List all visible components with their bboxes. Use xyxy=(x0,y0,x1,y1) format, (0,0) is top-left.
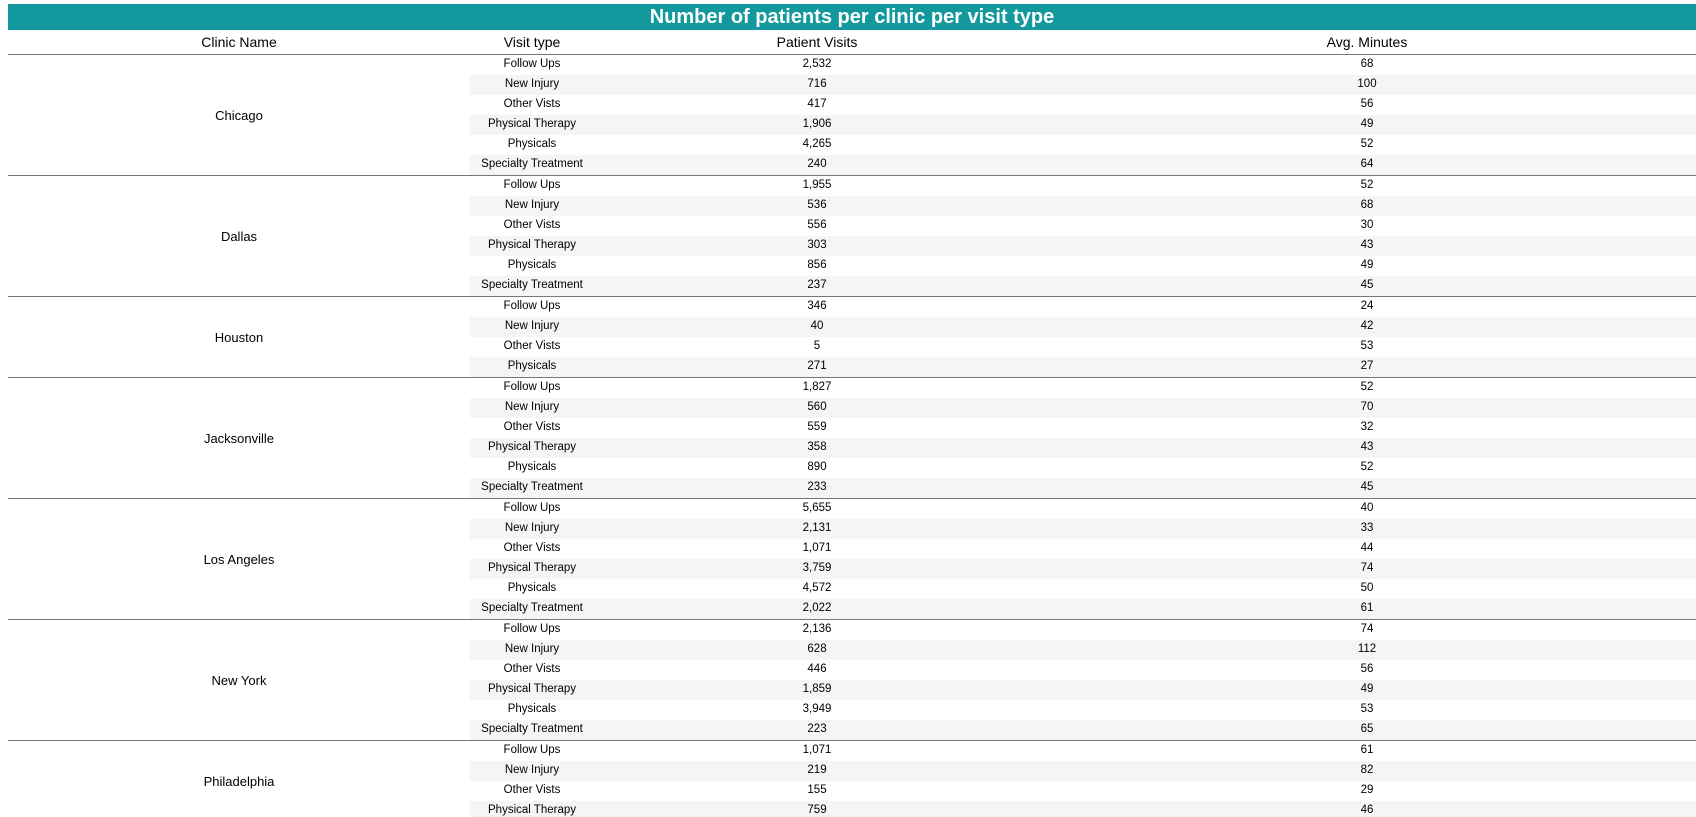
clinic-name-cell xyxy=(8,176,470,296)
visit-type-cell: Physical Therapy xyxy=(488,239,576,251)
avg-minutes-cell: 68 xyxy=(1360,58,1374,70)
clinic-name: Philadelphia xyxy=(203,773,275,789)
avg-minutes-cell: 82 xyxy=(1360,764,1374,776)
table-row[interactable] xyxy=(470,579,1696,599)
clinic-group xyxy=(8,55,1696,176)
visit-type-cell: Follow Ups xyxy=(503,300,561,312)
visit-type-cell: Follow Ups xyxy=(503,623,561,635)
avg-minutes-cell: 44 xyxy=(1360,542,1374,554)
table-row[interactable] xyxy=(470,680,1696,700)
avg-minutes-cell: 52 xyxy=(1360,179,1374,191)
patient-visits-cell: 233 xyxy=(807,481,827,493)
patient-visits-cell: 5 xyxy=(813,340,821,352)
patient-visits-cell: 1,859 xyxy=(802,683,832,695)
patient-visits-cell: 890 xyxy=(807,461,827,473)
table-row[interactable] xyxy=(470,559,1696,579)
visit-type-cell: Follow Ups xyxy=(503,502,561,514)
patient-visits-cell: 2,022 xyxy=(802,602,832,614)
visit-type-cell: Other Vists xyxy=(503,542,561,554)
clinic-group xyxy=(8,176,1696,297)
avg-minutes-cell: 52 xyxy=(1360,381,1374,393)
column-header-row xyxy=(8,30,1696,55)
column-header-clinic[interactable]: Clinic Name xyxy=(201,34,277,50)
table-row[interactable] xyxy=(470,801,1696,817)
avg-minutes-cell: 64 xyxy=(1360,158,1374,170)
avg-minutes-cell: 56 xyxy=(1360,98,1374,110)
avg-minutes-cell: 68 xyxy=(1360,199,1374,211)
avg-minutes-cell: 43 xyxy=(1360,239,1374,251)
visit-type-cell: Other Vists xyxy=(503,663,561,675)
avg-minutes-cell: 27 xyxy=(1360,360,1374,372)
visit-type-cell: Specialty Treatment xyxy=(481,602,583,614)
patient-visits-cell: 3,949 xyxy=(802,703,832,715)
clinic-name: Houston xyxy=(214,329,264,345)
table-body xyxy=(8,55,1696,817)
clinic-name-cell xyxy=(8,55,470,175)
patient-visits-cell: 358 xyxy=(807,441,827,453)
avg-minutes-cell: 70 xyxy=(1360,401,1374,413)
visit-type-cell: Specialty Treatment xyxy=(481,279,583,291)
clinic-name-cell xyxy=(8,499,470,619)
table-row[interactable] xyxy=(470,337,1696,357)
clinic-name: Jacksonville xyxy=(203,430,275,446)
avg-minutes-cell: 32 xyxy=(1360,421,1374,433)
avg-minutes-cell: 49 xyxy=(1360,118,1374,130)
visit-type-cell: New Injury xyxy=(504,78,560,90)
table-row[interactable] xyxy=(470,135,1696,155)
title-bar xyxy=(8,4,1696,30)
patient-visits-cell: 223 xyxy=(807,723,827,735)
table-row[interactable] xyxy=(470,458,1696,478)
avg-minutes-cell: 53 xyxy=(1360,703,1374,715)
table-row[interactable] xyxy=(470,378,1696,398)
report-table xyxy=(8,4,1696,817)
visit-type-cell: Physicals xyxy=(507,138,557,150)
patient-visits-cell: 4,572 xyxy=(802,582,832,594)
patient-visits-cell: 155 xyxy=(807,784,827,796)
visit-type-cell: Other Vists xyxy=(503,98,561,110)
patient-visits-cell: 219 xyxy=(807,764,827,776)
avg-minutes-cell: 30 xyxy=(1360,219,1374,231)
table-row[interactable] xyxy=(470,761,1696,781)
patient-visits-cell: 417 xyxy=(807,98,827,110)
table-row[interactable] xyxy=(470,519,1696,539)
visit-type-cell: Follow Ups xyxy=(503,381,561,393)
avg-minutes-cell: 40 xyxy=(1360,502,1374,514)
table-row[interactable] xyxy=(470,478,1696,498)
patient-visits-cell: 1,955 xyxy=(802,179,832,191)
avg-minutes-cell: 74 xyxy=(1360,562,1374,574)
visit-type-cell: Other Vists xyxy=(503,421,561,433)
visit-type-cell: Physical Therapy xyxy=(488,562,576,574)
table-row[interactable] xyxy=(470,620,1696,640)
clinic-group xyxy=(8,378,1696,499)
table-row[interactable] xyxy=(470,256,1696,276)
visit-type-cell: Physical Therapy xyxy=(488,441,576,453)
report-title: Number of patients per clinic per visit type xyxy=(649,6,1055,28)
patient-visits-cell: 716 xyxy=(807,78,827,90)
visit-type-cell: Physicals xyxy=(507,259,557,271)
clinic-name: Chicago xyxy=(215,107,263,123)
visit-type-cell: Physical Therapy xyxy=(488,118,576,130)
clinic-name: Dallas xyxy=(220,228,258,244)
visit-type-cell: Physicals xyxy=(507,703,557,715)
patient-visits-cell: 1,071 xyxy=(802,744,832,756)
table-row[interactable] xyxy=(470,115,1696,135)
visit-type-cell: New Injury xyxy=(504,764,560,776)
visit-type-cell: Physicals xyxy=(507,461,557,473)
avg-minutes-cell: 50 xyxy=(1360,582,1374,594)
column-header-avg-minutes[interactable]: Avg. Minutes xyxy=(1326,34,1408,50)
avg-minutes-cell: 33 xyxy=(1360,522,1374,534)
table-row[interactable] xyxy=(470,700,1696,720)
table-row[interactable] xyxy=(470,741,1696,761)
visit-type-cell: Physicals xyxy=(507,360,557,372)
patient-visits-cell: 536 xyxy=(807,199,827,211)
table-row[interactable] xyxy=(470,297,1696,317)
patient-visits-cell: 346 xyxy=(807,300,827,312)
clinic-group xyxy=(8,741,1696,817)
avg-minutes-cell: 65 xyxy=(1360,723,1374,735)
table-row[interactable] xyxy=(470,539,1696,559)
patient-visits-cell: 556 xyxy=(807,219,827,231)
patient-visits-cell: 446 xyxy=(807,663,827,675)
clinic-name-cell xyxy=(8,741,470,817)
avg-minutes-cell: 100 xyxy=(1357,78,1377,90)
table-row[interactable] xyxy=(470,599,1696,619)
table-row[interactable] xyxy=(470,640,1696,660)
patient-visits-cell: 2,136 xyxy=(802,623,832,635)
visit-type-cell: Physical Therapy xyxy=(488,804,576,816)
avg-minutes-cell: 49 xyxy=(1360,683,1374,695)
visit-type-cell: Other Vists xyxy=(503,340,561,352)
clinic-group xyxy=(8,620,1696,741)
patient-visits-cell: 628 xyxy=(807,643,827,655)
clinic-name-cell xyxy=(8,620,470,740)
patient-visits-cell: 5,655 xyxy=(802,502,832,514)
table-row[interactable] xyxy=(470,438,1696,458)
patient-visits-cell: 2,532 xyxy=(802,58,832,70)
visit-type-cell: Other Vists xyxy=(503,219,561,231)
avg-minutes-cell: 46 xyxy=(1360,804,1374,816)
visit-type-cell: Follow Ups xyxy=(503,179,561,191)
avg-minutes-cell: 45 xyxy=(1360,481,1374,493)
visit-type-cell: Physicals xyxy=(507,582,557,594)
avg-minutes-cell: 61 xyxy=(1360,602,1374,614)
table-row[interactable] xyxy=(470,499,1696,519)
avg-minutes-cell: 61 xyxy=(1360,744,1374,756)
clinic-name-cell xyxy=(8,378,470,498)
table-row[interactable] xyxy=(470,276,1696,296)
column-header-visit-type[interactable]: Visit type xyxy=(503,34,561,50)
avg-minutes-cell: 42 xyxy=(1360,320,1374,332)
clinic-group xyxy=(8,499,1696,620)
avg-minutes-cell: 53 xyxy=(1360,340,1374,352)
clinic-group xyxy=(8,297,1696,378)
patient-visits-cell: 40 xyxy=(810,320,824,332)
patient-visits-cell: 1,827 xyxy=(802,381,832,393)
visit-type-cell: New Injury xyxy=(504,401,560,413)
table-row[interactable] xyxy=(470,418,1696,438)
table-row[interactable] xyxy=(470,55,1696,75)
table-row[interactable] xyxy=(470,176,1696,196)
table-row[interactable] xyxy=(470,720,1696,740)
avg-minutes-cell: 49 xyxy=(1360,259,1374,271)
table-row[interactable] xyxy=(470,216,1696,236)
avg-minutes-cell: 74 xyxy=(1360,623,1374,635)
patient-visits-cell: 559 xyxy=(807,421,827,433)
table-row[interactable] xyxy=(470,781,1696,801)
patient-visits-cell: 271 xyxy=(807,360,827,372)
patient-visits-cell: 560 xyxy=(807,401,827,413)
table-row[interactable] xyxy=(470,317,1696,337)
table-row[interactable] xyxy=(470,95,1696,115)
table-row[interactable] xyxy=(470,196,1696,216)
visit-type-cell: Specialty Treatment xyxy=(481,723,583,735)
clinic-name-cell xyxy=(8,297,470,377)
table-row[interactable] xyxy=(470,357,1696,377)
patient-visits-cell: 240 xyxy=(807,158,827,170)
avg-minutes-cell: 43 xyxy=(1360,441,1374,453)
patient-visits-cell: 237 xyxy=(807,279,827,291)
avg-minutes-cell: 52 xyxy=(1360,138,1374,150)
avg-minutes-cell: 112 xyxy=(1357,643,1377,655)
table-row[interactable] xyxy=(470,398,1696,418)
clinic-name: Los Angeles xyxy=(203,551,275,567)
visit-type-cell: Follow Ups xyxy=(503,58,561,70)
avg-minutes-cell: 52 xyxy=(1360,461,1374,473)
visit-type-cell: Specialty Treatment xyxy=(481,158,583,170)
visit-type-cell: New Injury xyxy=(504,320,560,332)
visit-type-cell: Follow Ups xyxy=(503,744,561,756)
patient-visits-cell: 303 xyxy=(807,239,827,251)
visit-type-cell: Other Vists xyxy=(503,784,561,796)
avg-minutes-cell: 24 xyxy=(1360,300,1374,312)
visit-type-cell: New Injury xyxy=(504,522,560,534)
table-row[interactable] xyxy=(470,155,1696,175)
patient-visits-cell: 4,265 xyxy=(802,138,832,150)
table-row[interactable] xyxy=(470,236,1696,256)
visit-type-cell: New Injury xyxy=(504,199,560,211)
visit-type-cell: Physical Therapy xyxy=(488,683,576,695)
patient-visits-cell: 759 xyxy=(807,804,827,816)
patient-visits-cell: 3,759 xyxy=(802,562,832,574)
clinic-name: New York xyxy=(211,672,267,688)
patient-visits-cell: 1,071 xyxy=(802,542,832,554)
avg-minutes-cell: 29 xyxy=(1360,784,1374,796)
patient-visits-cell: 856 xyxy=(807,259,827,271)
column-header-patient-visits[interactable]: Patient Visits xyxy=(776,34,858,50)
table-row[interactable] xyxy=(470,75,1696,95)
avg-minutes-cell: 56 xyxy=(1360,663,1374,675)
table-row[interactable] xyxy=(470,660,1696,680)
visit-type-cell: Specialty Treatment xyxy=(481,481,583,493)
visit-type-cell: New Injury xyxy=(504,643,560,655)
patient-visits-cell: 1,906 xyxy=(802,118,832,130)
patient-visits-cell: 2,131 xyxy=(802,522,832,534)
avg-minutes-cell: 45 xyxy=(1360,279,1374,291)
